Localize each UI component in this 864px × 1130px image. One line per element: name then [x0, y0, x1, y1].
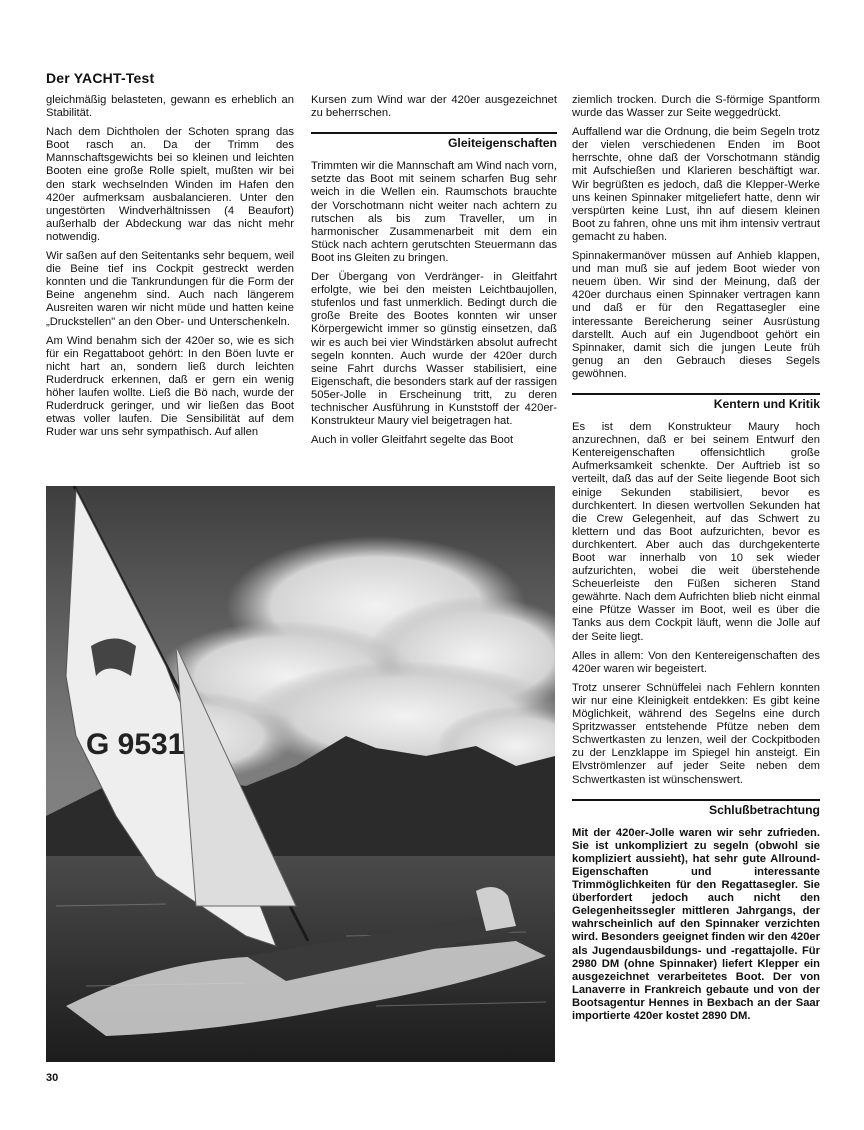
- sailing-dinghy-photo: [46, 486, 555, 1062]
- text-column-3: [572, 94, 820, 1023]
- paragraph: gleichmäßig belasteten, gewann es erheblich an Stabilität.: [46, 94, 294, 120]
- text-column-1: [46, 94, 294, 439]
- paragraph: Kursen zum Wind war der 420er ausgezeichnet zu beherrschen.: [311, 94, 557, 120]
- sail-number: G 9531: [86, 728, 185, 761]
- paragraph: ziemlich trocken. Durch die S-förmige Spantform wurde das Wasser zur Seite weggedrückt.: [572, 94, 820, 120]
- summary-paragraph: Mit der 420er-Jolle waren wir sehr zufrieden. Sie ist unkompliziert zu segeln (obwohl sie kompliziert aussieht), hat sehr gute Allround-Eigenschaften und interessante Trimmöglichkeiten für den Regattasegler. Sie überfordert jedoch auch nicht den Gelegenheitssegler mittleren Jahrgangs, der wahrscheinlich auf den Spinnaker verzichten wird. Besonders geeignet finden wir den 420er als Jugendausbildungs- und -regattajolle. Für 2980 DM (ohne Spinnaker) liefert Klepper ein ausgezeichnet verarbeitetes Boot. Der von Lanaverre in Frankreich gebaute und von der Bootsagentur Hennes in Bexbach an der Saar importierte 420er kostet 2890 DM.: [572, 826, 820, 1022]
- paragraph: Auffallend war die Ordnung, die beim Segeln trotz der vielen verschiedenen Enden im Boot herrschte, ohne daß der Vorschotmann ständig mit Aufschießen und Klarieren beschäftigt war. Wir begrüßten es jedoch, daß die Klepper-Werke uns keinen Spinnaker mitgeliefert hatte, denn wir verspürten keine Lust, ihn auf diesem kleinen Boot zu fahren, ohne uns mit ihm intensiv vertraut gemacht zu haben.: [572, 126, 820, 243]
- text-column-2: [311, 94, 557, 447]
- paragraph: Alles in allem: Von den Kentereigenschaften des 420er waren wir begeistert.: [572, 649, 820, 675]
- paragraph: Auch in voller Gleitfahrt segelte das Boot: [311, 434, 514, 447]
- paragraph: Wir saßen auf den Seitentanks sehr bequem, weil die Beine tief ins Cockpit gestreckt werden konnten und die Tankrundungen für die Form der Beine angenehm sind. Auch nach längerem Ausreiten waren wir nicht müde und hatten keine „Druckstellen" an den Ober- und Unterschenkeln.: [46, 250, 294, 328]
- paragraph: Es ist dem Konstrukteur Maury hoch anzurechnen, daß er bei seinem Entwurf den Kentereigenschaften offensichtlich große Aufmerksamkeit schenkte. Der Auftrieb ist so verteilt, daß das auf der Seite liegende Boot sich einige Sekunden stabilisiert, bevor es durchkentert. In diesen wertvollen Sekunden hat die Crew Gelegenheit, auf das Schwert zu klettern und das Boot aufzurichten, bevor es durchkentert. Aber auch das durchgekenterte Boot war innerhalb von 10 sek wieder aufzurichten, wobei die weit überstehende Scheuerleiste den Füßen sicheren Stand gewährte. Nach dem Aufrichten blieb nicht einmal eine Pfütze Wasser im Boot, weil es über die Tanks aus dem Cockpit läuft, wenn die Jolle auf der Seite liegt.: [572, 421, 820, 643]
- paragraph: Trotz unserer Schnüffelei nach Fehlern konnten wir nur eine Kleinigkeit entdekken: Es gibt keine Möglichkeit, während des Segelns eine durch Spritzwasser entstehende Pfütze neben dem Schwertkasten zu lenzen, weil der Cockpitboden zu der Lenzklappe im Spiegel hin ansteigt. Ein Elvströmlenzer auf jeder Seite neben dem Schwertkasten ist wünschenswert.: [572, 681, 820, 786]
- section-heading: Gleiteigenschaften: [311, 132, 557, 150]
- paragraph: Der Übergang von Verdränger- in Gleitfahrt erfolgte, wie bei den meisten Leichtbaujollen, stufenlos und fast unmerklich. Bedingt durch die große Breite des Bootes konnten wir unser Körpergewicht immer so günstig einsetzen, daß wir es auch bei vier Windstärken absolut aufrecht segeln konnten. Auch wurde der 420er durch seine Fahrt durchs Wasser stabilisiert, eine Eigenschaft, die besonders stark auf der rassigen 505er-Jolle in Erscheinung tritt, zu deren technischer Ausführung in Kunststoff der 420er-Konstrukteur Maury viel beigetragen hat.: [311, 271, 557, 428]
- summary-box: [572, 827, 820, 1023]
- paragraph: Nach dem Dichtholen der Schoten sprang das Boot rasch an. Da der Trimm des Mannschaftsgewichts bei so kleinen und leichten Booten eine große Rolle spielt, mußten wir bei den stark wechselnden Winden im Hafen den 420er aufmerksam ausbalancieren. Unter den ungestörten Windverhältnissen (4 Beaufort) außerhalb der Abdeckung war das nicht mehr notwendig.: [46, 126, 294, 243]
- section-heading: Kentern und Kritik: [572, 393, 820, 411]
- paragraph: Am Wind benahm sich der 420er so, wie es sich für ein Regattaboot gehört: In den Böen luvte er nicht hart an, sondern ließ durch leichten Ruderdruck erkennen, daß er gern ein wenig höher laufen wollte. Ließ die Bö nach, wurde der Ruderdruck geringer, und wir ließen das Boot etwas voller laufen. Die Sensibilität auf dem Ruder war uns sehr sympathisch. Auf allen: [46, 334, 294, 439]
- paragraph: Trimmten wir die Mannschaft am Wind nach vorn, setzte das Boot mit seinem scharfen Bug sehr weich in die Wellen ein. Raumschots brauchte der Vorschotmann nicht weiter nach achtern zu rutschen als bis zum Traveller, um in harmonischer Zusammenarbeit mit dem ein Stück nach achtern gerutschten Steuermann das Boot ins Gleiten zu bringen.: [311, 160, 557, 264]
- paragraph: Spinnakermanöver müssen auf Anhieb klappen, und man muß sie auf jedem Boot wieder von neuem üben. Wir sind der Meinung, daß der 420er durchaus einen Spinnaker vertragen kann und daß er für den Regattasegler eine interessante Bereicherung seiner Ausrüstung darstellt. Auch auf ein Jugendboot gehört ein Spinnaker, damit sich die jungen Leute früh genug an den Gebrauch dieses Segels gewöhnen.: [572, 250, 820, 380]
- page-header-title: Der YACHT-Test: [46, 70, 155, 86]
- page-number: 30: [46, 1072, 59, 1084]
- section-heading: Schlußbetrachtung: [572, 799, 820, 817]
